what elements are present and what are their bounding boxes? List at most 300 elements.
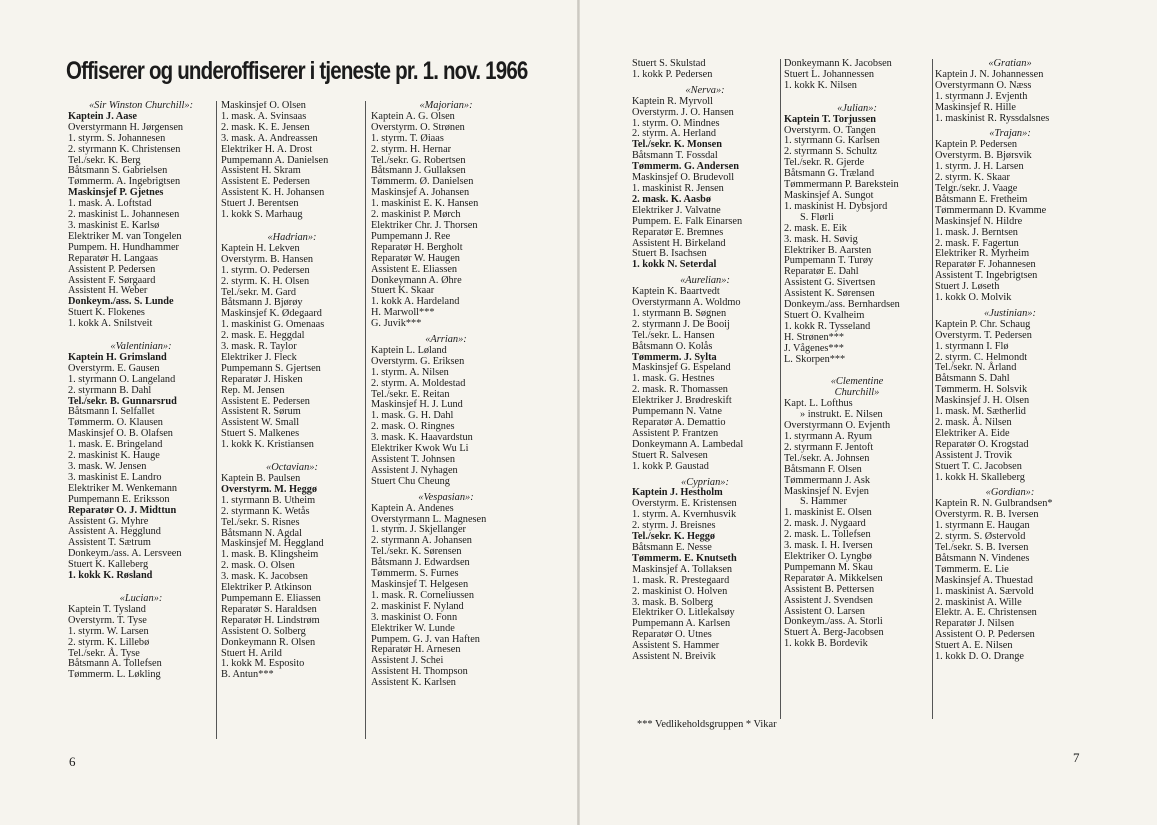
crew-entry: Elektriker O. Litlekalsøy xyxy=(632,607,735,619)
crew-entry: Maskinsjef J. H. Olsen xyxy=(935,395,1030,407)
crew-entry: Assistent H. Weber xyxy=(68,285,148,297)
crew-entry: Reparatør O. Krogstad xyxy=(935,438,1029,450)
crew-entry: Stuert B. Isachsen xyxy=(632,248,707,260)
crew-entry: Stuert R. Salvesen xyxy=(632,449,708,461)
crew-entry: Stuert L. Johannessen xyxy=(784,68,875,80)
crew-entry: Tømmerm. E. Knutseth xyxy=(632,552,737,564)
crew-entry: Reparatør J. Hisken xyxy=(221,373,303,385)
crew-entry: Båtsmann T. Fossdal xyxy=(632,150,718,162)
crew-entry: Reparatør W. Haugen xyxy=(371,252,460,264)
spacer xyxy=(784,365,930,372)
crew-entry: Reparatør E. Dahl xyxy=(784,266,859,278)
crew-entry: Assistent H. Thompson xyxy=(371,666,468,678)
crew-entry: S. Flørli xyxy=(800,211,834,223)
crew-entry: Assistent S. Hammer xyxy=(632,640,720,652)
crew-entry: Elektriker A. Eide xyxy=(935,427,1010,439)
crew-entry: Tel./sekr. L. Hansen xyxy=(632,329,715,341)
crew-entry: Pumpemann A. Danielsen xyxy=(221,154,329,166)
ship-heading: «Octavian»: xyxy=(266,462,318,474)
crew-entry: 1. styrmann A. Ryum xyxy=(784,431,872,442)
crew-entry: Båtsmann S. Dahl xyxy=(935,373,1010,385)
crew-entry: 1. styrmann O. Langeland xyxy=(68,373,176,385)
crew-entry: Assistent E. Pedersen xyxy=(221,176,310,188)
column-divider xyxy=(780,59,781,719)
crew-entry: Assistent J. Trovik xyxy=(935,449,1012,461)
crew-entry: Stuert J. Løseth xyxy=(935,281,1000,293)
crew-entry: Reparatør F. Johannesen xyxy=(935,259,1036,271)
crew-entry: Kaptein K. Baartvedt xyxy=(632,286,720,298)
crew-entry: 1. mask. B. Klingsheim xyxy=(221,549,319,561)
crew-entry: Tømmerm. J. Sylta xyxy=(632,351,717,363)
crew-entry: 2. styrm. K. H. Olsen xyxy=(221,275,310,287)
crew-entry: 2. mask. E. Heggdal xyxy=(221,330,305,342)
crew-entry: Tømmerm. L. Løkling xyxy=(68,669,161,681)
crew-entry: 2. styrmann K. Christensen xyxy=(68,143,181,155)
crew-entry: Maskinsjef P. Gjetnes xyxy=(68,187,164,199)
crew-entry: Pumpemann N. Vatne xyxy=(632,406,722,418)
crew-entry: 1. kokk P. Gaustad xyxy=(632,460,709,472)
crew-entry: 1. styrm. A. Nilsen xyxy=(371,366,449,378)
crew-entry: Stuert S. Malkenes xyxy=(221,428,300,440)
crew-entry: Assistent O. Larsen xyxy=(784,605,865,617)
crew-entry: Tømmerm. O. Klausen xyxy=(68,417,163,429)
crew-entry: 1. mask. E. Bringeland xyxy=(68,439,163,451)
crew-entry: 3. maskinist O. Fonn xyxy=(371,611,458,623)
page-number-right: 7 xyxy=(1073,750,1080,765)
crew-entry: Maskinsjef G. Espeland xyxy=(632,362,731,374)
crew-entry: 2. styrmann K. Wetås xyxy=(221,505,310,517)
crew-entry: S. Hammer xyxy=(800,496,847,508)
crew-entry: 1. styrm. J. Skjellanger xyxy=(371,524,466,536)
crew-entry: Rep. M. Jensen xyxy=(221,384,285,396)
crew-entry: 2. styrm. H. Hernar xyxy=(371,143,452,155)
crew-entry: Stuert A. E. Nilsen xyxy=(935,640,1013,652)
ship-heading: «Sir Winston Churchill»: xyxy=(88,101,194,111)
crew-entry: 3. mask. K. Haavardstun xyxy=(371,432,473,444)
crew-column-2 xyxy=(221,101,363,681)
crew-entry: Kaptein T. Torjussen xyxy=(784,113,877,125)
crew-entry: Tel./sekr. K. Sørensen xyxy=(371,546,462,558)
crew-entry: Overstyrm. J. O. Hansen xyxy=(632,106,734,118)
crew-entry: Overstyrm. B. Bjørsvik xyxy=(935,150,1032,162)
crew-entry: 2. maskinist O. Holven xyxy=(632,585,728,597)
crew-entry: 1. kokk K. Røsland xyxy=(68,570,153,582)
ship-heading: «Arrian»: xyxy=(425,334,467,346)
crew-entry: Kaptein L. Løland xyxy=(371,344,447,356)
crew-entry: H. Marwoll*** xyxy=(371,307,435,319)
crew-entry: Elektriker J. Valvatne xyxy=(632,204,721,216)
crew-column-5 xyxy=(784,59,930,650)
crew-entry: Båtsmann J. Edwardsen xyxy=(371,557,470,569)
crew-entry: Reparatør H. Lindstrøm xyxy=(221,614,320,626)
ship-heading: «Lucian»: xyxy=(119,592,163,604)
crew-entry: Tel./sekr. K. Heggø xyxy=(632,531,716,543)
crew-entry: Overstyrm. T. Tyse xyxy=(68,614,147,626)
crew-entry: 1. styrm. S. Johannesen xyxy=(68,132,166,144)
crew-entry: 1. maskinist G. Omenaas xyxy=(221,319,325,331)
crew-entry: Assistent B. Pettersen xyxy=(784,583,875,595)
crew-entry: Båtsmann J. Gullaksen xyxy=(371,165,466,177)
crew-entry: Donkeym./ass. A. Storli xyxy=(784,616,883,628)
crew-entry: Kaptein P. Chr. Schaug xyxy=(935,318,1031,330)
crew-entry: Tel./sekr. S. Risnes xyxy=(221,516,300,528)
ship-heading: «Trajan»: xyxy=(989,128,1031,140)
crew-entry: 1. styrm. J. H. Larsen xyxy=(935,161,1024,173)
crew-entry: Assistent O. Solberg xyxy=(221,625,306,637)
crew-entry: G. Juvik*** xyxy=(371,318,422,330)
crew-entry: Pumpemann S. Gjertsen xyxy=(221,362,321,374)
crew-entry: Tømmerm. S. Furnes xyxy=(371,568,459,580)
crew-entry: 1. mask. J. Berntsen xyxy=(935,226,1018,238)
crew-entry: Pumpemann J. Ree xyxy=(371,230,451,242)
crew-entry: Assistent E. Pedersen xyxy=(221,395,310,407)
crew-entry: Kaptein A. Andenes xyxy=(371,502,454,514)
crew-entry: 1. mask. R. Corneliussen xyxy=(371,589,474,601)
crew-entry: Pumpemann T. Turøy xyxy=(784,255,874,267)
crew-entry: Stuert H. Arild xyxy=(221,647,282,659)
crew-entry: 2. styrm. K. Skaar xyxy=(935,172,1010,184)
crew-entry: 1. styrmann B. Utheim xyxy=(221,494,316,506)
crew-entry: Kaptein H. Grimsland xyxy=(68,351,167,363)
crew-entry: Stuert K. Flokenes xyxy=(68,307,145,319)
ship-heading: «Cyprian»: xyxy=(681,476,729,488)
crew-entry: Overstyrm. E. Kristensen xyxy=(632,498,737,510)
crew-entry: Maskinsjef M. Heggland xyxy=(221,538,324,550)
crew-entry: Overstyrmann O. Evjenth xyxy=(784,420,891,432)
crew-entry: 1. styrmann E. Haugan xyxy=(935,520,1030,532)
page-fold xyxy=(577,0,580,825)
crew-entry: 3. mask. R. Taylor xyxy=(221,341,297,353)
crew-entry: Assistent P. Frantzen xyxy=(632,427,719,439)
crew-entry: Kapt. L. Lofthus xyxy=(784,398,853,410)
crew-entry: Elektriker M. Wenkemann xyxy=(68,482,178,494)
crew-entry: 2. styrm. K. Lillebø xyxy=(68,636,150,648)
crew-entry: Pumpem. H. Hundhammer xyxy=(68,241,179,253)
crew-entry: Stuert K. Kalleberg xyxy=(68,559,149,571)
crew-entry: Kaptein J. Hestholm xyxy=(632,487,723,499)
crew-entry: 2. styrmann A. Johansen xyxy=(371,535,472,547)
ship-heading: «Aurelian»: xyxy=(680,275,730,287)
crew-entry: 2. maskinist A. Wille xyxy=(935,596,1022,608)
crew-entry: Elektriker O. Lyngbø xyxy=(784,550,872,562)
spacer xyxy=(784,92,930,99)
crew-entry: 1. styrmann B. Søgnen xyxy=(632,307,727,319)
crew-entry: Båtsmann A. Tollefsen xyxy=(68,658,162,670)
crew-entry: Tømmerm. A. Ingebrigtsen xyxy=(68,176,181,188)
ship-heading: «Vespasian»: xyxy=(418,491,474,503)
crew-entry: 1. mask. G. H. Dahl xyxy=(371,410,454,422)
crew-entry: 1. mask. R. Prestegaard xyxy=(632,574,730,586)
crew-entry: Båtsmann E. Nesse xyxy=(632,541,712,553)
crew-entry: Tel./sekr. M. Gard xyxy=(221,286,297,298)
crew-entry: 3. mask. B. Solberg xyxy=(632,596,714,608)
crew-entry: Kaptein P. Pedersen xyxy=(935,139,1018,151)
crew-entry: Overstyrm. M. Heggø xyxy=(221,483,318,495)
crew-entry: 2. styrm. S. Østervold xyxy=(935,531,1026,543)
crew-entry: Elektriker B. Aarsten xyxy=(784,244,872,256)
crew-entry: Assistent F. Sørgaard xyxy=(68,274,156,286)
crew-entry: 2. maskinist F. Nyland xyxy=(371,600,464,612)
crew-entry: Donkeymann R. Olsen xyxy=(221,636,316,648)
crew-entry: Kaptein J. N. Johannessen xyxy=(935,68,1044,80)
crew-entry: Stuert S. Skulstad xyxy=(632,59,706,69)
crew-entry: 3. mask. A. Andreassen xyxy=(221,132,318,144)
crew-entry: 2. mask. R. Thomassen xyxy=(632,384,728,396)
crew-entry: 1. styrm. W. Larsen xyxy=(68,625,149,637)
crew-entry: Maskinsjef A. Sungot xyxy=(784,189,874,201)
crew-entry: Tømmerm. Ø. Danielsen xyxy=(371,176,474,188)
crew-entry: Reparatør E. Bremnes xyxy=(632,226,724,238)
crew-entry: 2. maskinist P. Mørch xyxy=(371,209,461,221)
crew-entry: Kaptein B. Paulsen xyxy=(221,473,301,484)
crew-entry: Assistent J. Nyhagen xyxy=(371,464,458,476)
crew-entry: Overstyrmann A. Woldmo xyxy=(632,297,741,309)
crew-entry: Pumpemann M. Skau xyxy=(784,561,873,573)
crew-entry: Tel./sekr. S. B. Iversen xyxy=(935,541,1029,553)
crew-entry: 1. mask. M. Sætherlid xyxy=(935,406,1026,418)
crew-entry: 1. kokk O. Molvik xyxy=(935,292,1012,304)
crew-entry: Pumpem. G. J. van Haften xyxy=(371,633,480,645)
crew-column-1 xyxy=(68,101,214,681)
page-title: Offiserer og underoffiserer i tjeneste pr. 1. nov. 1966 xyxy=(66,57,528,85)
crew-entry: J. Vågenes*** xyxy=(784,342,844,354)
crew-entry: Båtsmann N. Vindenes xyxy=(935,552,1030,564)
ship-heading: «Majorian»: xyxy=(419,101,473,111)
crew-entry: Kaptein R. N. Gulbrandsen* xyxy=(935,498,1053,510)
crew-entry: 1. maskinist R. Ryssdalsnes xyxy=(935,112,1050,124)
crew-entry: Donkeymann K. Jacobsen xyxy=(784,59,892,69)
ship-heading: «Justinian»: xyxy=(984,307,1036,319)
column-divider xyxy=(216,101,217,739)
crew-entry: Tel./sekr. K. Monsen xyxy=(632,139,722,151)
crew-entry: Assistent J. Svendsen xyxy=(784,594,873,606)
crew-entry: Overstyrm. E. Gausen xyxy=(68,362,160,374)
crew-entry: Assistent N. Breivik xyxy=(632,651,716,663)
crew-entry: » instrukt. E. Nilsen xyxy=(800,409,883,421)
crew-entry: Assistent K. H. Johansen xyxy=(221,187,325,199)
crew-entry: Elektriker W. Lunde xyxy=(371,622,455,634)
crew-entry: Tel./sekr. G. Robertsen xyxy=(371,154,466,166)
crew-entry: 1. styrm. O. Pedersen xyxy=(221,264,310,276)
crew-entry: Donkeym./ass. Bernhardsen xyxy=(784,299,900,311)
crew-entry: Båtsmann G. Træland xyxy=(784,168,875,180)
crew-entry: Elektriker Chr. J. Thorsen xyxy=(371,219,478,231)
crew-entry: Maskinsjef O. Olsen xyxy=(221,101,306,111)
crew-entry: Reparatør J. Nilsen xyxy=(935,618,1015,630)
crew-entry: 2. mask. J. Nygaard xyxy=(784,518,866,530)
crew-entry: 2. styrmann S. Schultz xyxy=(784,146,877,158)
crew-entry: Assistent K. Sørensen xyxy=(784,288,875,300)
crew-entry: 2. styrm. J. Breisnes xyxy=(632,520,716,532)
crew-entry: L. Skorpen*** xyxy=(784,353,846,365)
crew-entry: 1. kokk H. Skalleberg xyxy=(935,471,1025,483)
crew-entry: Stuert K. Skaar xyxy=(371,285,435,297)
crew-entry: Maskinsjef A. Tollaksen xyxy=(632,563,733,575)
ship-heading: «Gratian» xyxy=(988,59,1032,69)
crew-entry: H. Strønen*** xyxy=(784,331,845,343)
crew-entry: Elektr. A. E. Christensen xyxy=(935,607,1037,619)
crew-entry: 1. styrmann G. Karlsen xyxy=(784,135,880,147)
crew-entry: 1. styrm. A. Kvernhusvik xyxy=(632,509,737,521)
crew-entry: Tømmerm. E. Lie xyxy=(935,563,1009,575)
ship-heading: «Gordian»: xyxy=(985,487,1035,499)
crew-entry: 1. kokk D. O. Drange xyxy=(935,651,1024,663)
crew-entry: Kaptein H. Lekven xyxy=(221,242,300,254)
crew-entry: 3. mask. H. Søvig xyxy=(784,233,858,245)
crew-entry: 2. mask. E. Eik xyxy=(784,222,847,234)
crew-entry: 1. maskinist E. K. Hansen xyxy=(371,198,479,210)
crew-entry: Assistent T. Ingebrigtsen xyxy=(935,270,1038,282)
ship-heading: «Clementine xyxy=(830,376,884,388)
crew-entry: 2. styrmann J. De Booij xyxy=(632,318,730,330)
crew-entry: Maskinsjef O. B. Olafsen xyxy=(68,428,173,440)
crew-entry: Stuert Chu Cheung xyxy=(371,475,450,487)
crew-entry: 2. styrm. C. Helmondt xyxy=(935,351,1028,363)
spacer xyxy=(68,582,214,589)
crew-entry: Overstyrm. B. Hansen xyxy=(221,253,314,265)
crew-entry: 1. maskinist R. Jensen xyxy=(632,182,724,194)
crew-entry: Maskinsjef K. Ødegaard xyxy=(221,308,322,320)
crew-entry: 1. kokk R. Tysseland xyxy=(784,320,871,332)
crew-entry: B. Antun*** xyxy=(221,669,274,681)
crew-entry: Donkeym./ass. A. Lersveen xyxy=(68,548,182,560)
crew-entry: 3. mask. I. H. Iversen xyxy=(784,540,873,552)
crew-entry: Assistent J. Schei xyxy=(371,655,444,667)
crew-entry: Kaptein T. Tysland xyxy=(68,603,146,615)
crew-entry: Tel./sekr. B. Gunnarsrud xyxy=(68,395,177,407)
crew-entry: Reparatør H. Arnesen xyxy=(371,644,461,656)
crew-entry: Maskinsjef R. Hille xyxy=(935,101,1016,113)
crew-entry: Reparatør H. Langaas xyxy=(68,252,159,264)
ship-heading: Churchill» xyxy=(834,387,880,399)
crew-entry: Assistent H. Birkeland xyxy=(632,237,726,249)
crew-entry: Stuert A. Berg-Jacobsen xyxy=(784,627,884,639)
crew-entry: Elektriker Kwok Wu Li xyxy=(371,443,469,455)
crew-entry: 1. styrm. O. Mindnes xyxy=(632,117,720,129)
crew-entry: Reparatør A. Mikkelsen xyxy=(784,572,883,584)
crew-entry: 2. mask. F. Fagertun xyxy=(935,237,1019,249)
crew-entry: Assistent A. Hegglund xyxy=(68,526,161,538)
crew-entry: Overstyrmann O. Næss xyxy=(935,79,1032,91)
crew-entry: Tømmerm. H. Solsvik xyxy=(935,384,1028,396)
ship-heading: «Nerva»: xyxy=(685,84,725,96)
crew-entry: Tømmerm. G. Andersen xyxy=(632,161,739,173)
crew-entry: 1. kokk B. Bordevik xyxy=(784,638,868,650)
crew-entry: Båtsmann S. Gabrielsen xyxy=(68,165,168,177)
crew-entry: Assistent G. Myhre xyxy=(68,515,149,527)
crew-entry: Reparatør A. Demattio xyxy=(632,417,726,428)
crew-entry: Assistent G. Sivertsen xyxy=(784,277,876,289)
spacer xyxy=(68,330,214,337)
crew-entry: 1. maskinist E. Olsen xyxy=(784,507,872,519)
crew-entry: Assistent P. Pedersen xyxy=(68,263,156,275)
crew-column-4 xyxy=(632,59,778,663)
crew-entry: 2. mask. Å. Nilsen xyxy=(935,417,1012,428)
crew-entry: Tømmermann P. Barekstein xyxy=(784,179,899,191)
crew-entry: 1. kokk K. Kristiansen xyxy=(221,439,314,451)
footnote: *** Vedlikeholdsgruppen * Vikar xyxy=(637,719,777,730)
crew-entry: Assistent K. Karlsen xyxy=(371,677,456,689)
column-divider xyxy=(365,101,366,739)
crew-entry: Pumpem. E. Falk Einarsen xyxy=(632,215,743,227)
crew-entry: 3. mask. W. Jensen xyxy=(68,461,147,472)
column-divider xyxy=(932,59,933,719)
crew-entry: 2. maskinist L. Johannesen xyxy=(68,209,180,221)
crew-entry: Assistent E. Eliassen xyxy=(371,263,458,275)
crew-entry: 1. kokk P. Pedersen xyxy=(632,68,713,80)
crew-entry: Overstyrm. T. Pedersen xyxy=(935,329,1032,341)
crew-entry: 2. mask. O. Olsen xyxy=(221,560,295,572)
crew-entry: Stuert T. C. Jacobsen xyxy=(935,460,1022,472)
crew-entry: 1. styrmann I. Flø xyxy=(935,340,1009,352)
crew-entry: Båtsmann N. Agdal xyxy=(221,527,302,539)
crew-entry: 3. maskinist E. Karlsø xyxy=(68,219,160,231)
crew-entry: 1. maskinist H. Dybsjord xyxy=(784,200,888,212)
crew-entry: 1. styrmann J. Evjenth xyxy=(935,90,1028,102)
crew-entry: Assistent R. Sørum xyxy=(221,406,301,418)
crew-entry: Elektriker M. van Tongelen xyxy=(68,230,182,242)
crew-column-6 xyxy=(935,59,1085,663)
crew-entry: Assistent O. P. Pedersen xyxy=(935,629,1035,641)
crew-entry: Maskinsjef T. Helgesen xyxy=(371,578,469,590)
spacer xyxy=(221,451,363,458)
crew-entry: 2. maskinist K. Hauge xyxy=(68,450,160,462)
crew-entry: Stuert J. Berentsen xyxy=(221,198,299,210)
crew-entry: Elektriker J. Brødreskift xyxy=(632,395,732,407)
crew-entry: 1. mask. A. Svinsaas xyxy=(221,110,307,122)
crew-entry: Pumpemann E. Eriksson xyxy=(68,493,170,505)
crew-entry: Kaptein A. G. Olsen xyxy=(371,110,455,122)
crew-entry: Elektriker J. Fleck xyxy=(221,351,297,363)
crew-entry: 2. styrmann B. Dahl xyxy=(68,384,152,396)
ship-heading: «Valentinian»: xyxy=(110,341,172,353)
crew-entry: Maskinsjef A. Johansen xyxy=(371,187,470,199)
crew-entry: Båtsmann I. Selfallet xyxy=(68,406,155,418)
crew-entry: Tel./sekr. Å. Tyse xyxy=(68,647,140,659)
crew-entry: 2. styrm. A. Herland xyxy=(632,128,717,140)
crew-entry: 1. mask. A. Loftstad xyxy=(68,198,152,210)
crew-entry: Maskinsjef A. Thuestad xyxy=(935,574,1033,586)
crew-entry: 1. kokk K. Nilsen xyxy=(784,79,857,91)
crew-entry: Donkeymann A. Øhre xyxy=(371,274,462,286)
crew-entry: Tel./sekr. E. Reitan xyxy=(371,388,450,400)
crew-entry: Båtsmann J. Bjørøy xyxy=(221,297,303,309)
spacer xyxy=(221,221,363,228)
crew-entry: Båtsmann O. Kolås xyxy=(632,340,713,352)
crew-entry: Maskinsjef N. Evjen xyxy=(784,485,869,497)
crew-entry: 1. kokk S. Marhaug xyxy=(221,209,303,221)
crew-column-3 xyxy=(371,101,521,689)
crew-entry: Donkeym./ass. S. Lunde xyxy=(68,296,174,308)
crew-entry: 2. mask. L. Tollefsen xyxy=(784,529,871,541)
crew-entry: Overstyrm. G. Eriksen xyxy=(371,355,465,367)
crew-entry: Reparatør O. Utnes xyxy=(632,629,712,641)
crew-entry: 1. mask. G. Hestnes xyxy=(632,373,715,385)
crew-entry: Overstyrm. R. B. Iversen xyxy=(935,509,1039,521)
crew-entry: Assistent T. Sætrum xyxy=(68,537,151,549)
crew-entry: 1. kokk A. Hardeland xyxy=(371,296,460,308)
crew-entry: 1. kokk A. Snilstveit xyxy=(68,318,153,330)
crew-entry: Tel./sekr. K. Berg xyxy=(68,154,141,166)
crew-entry: Båtsmann E. Fretheim xyxy=(935,193,1028,205)
crew-entry: 3. maskinist E. Landro xyxy=(68,471,162,483)
crew-entry: Assistent T. Johnsen xyxy=(371,454,455,465)
crew-entry: Båtsmann F. Olsen xyxy=(784,463,862,475)
crew-entry: Pumpemann E. Eliassen xyxy=(221,592,321,604)
crew-entry: Maskinsjef N. Hildre xyxy=(935,215,1023,227)
crew-entry: Reparatør S. Haraldsen xyxy=(221,603,317,615)
crew-entry: Tel./sekr. A. Johnsen xyxy=(784,452,870,464)
